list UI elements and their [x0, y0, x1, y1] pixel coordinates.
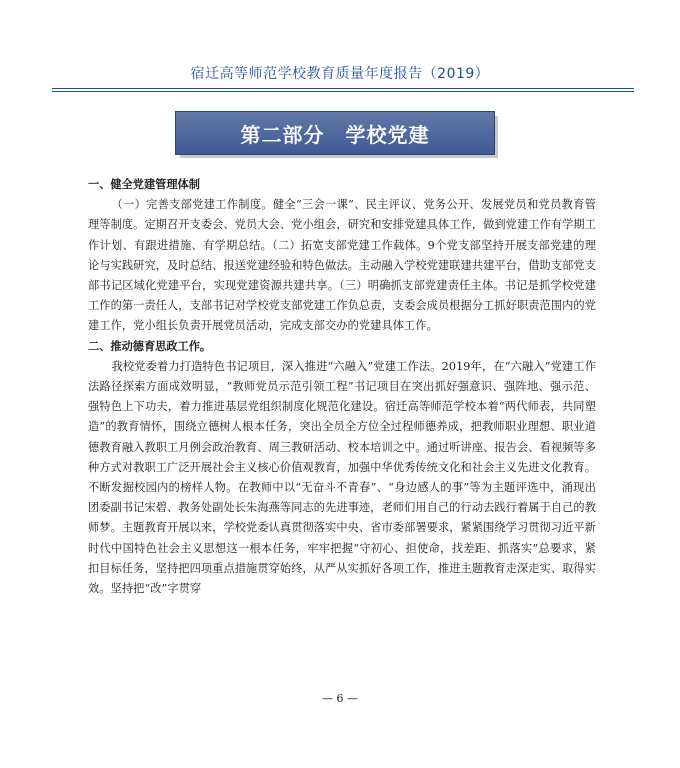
section-heading: 一、健全党建管理体制: [88, 178, 200, 191]
section-heading: 二、推动德育思政工作。: [88, 339, 212, 353]
section-moral-education: [88, 337, 596, 600]
section-banner: [175, 111, 495, 155]
header-rule: [52, 88, 634, 89]
section-paragraph: （一）完善支部党建工作制度。健全“三会一课”、民主评议、党务公开、发展党员和党员教育管理等制度。定期召开支委会、党员大会、党小组会，研究和安排党建具体工作，做到党建工作有学期工作计划、有跟进措施、有学期总结。（二）拓宽支部党建工作载体。9个党支部坚持开展支部党建的理论与实践研究，及时总结、报送党建经验和特色做法。主动融入学校党建联建共建平台，借助支部党支部书记区域化党建平台，实现党建资源共建共享。（三）明确抓支部党建责任主体。书记是抓学校党建工作的第一责任人，支部书记对学校党支部党建工作负总责，支委会成员根据分工抓好职责范围内的党建工作，党小组长负责开展党员活动，完成支部交办的党建具体工作。: [88, 198, 596, 333]
section-banner-title: 第二部分 学校党建: [240, 122, 430, 147]
section-paragraph: 我校党委着力打造特色书记项目，深入推进“六融入”党建工作法。2019年，在“六融入”党建工作法路径探索方面成效明显，“教师党员示范引领工程”书记项目在突出抓好强意识、强阵地、强示范、强特色上下功夫，着力推进基层党组织制度化规范化建设。宿迁高等师范学校本着“两代师表，共同塑造”的教育情怀，围绕立德树人根本任务，突出全员全方位全过程师德养成，把教师职业理想、职业道德教育融入教职工月例会政治教育、周三教研活动、校本培训之中。通过听讲座、报告会、看视频等多种方式对教职工广泛开展社会主义核心价值观教育，加强中华优秀传统文化和社会主义先进文化教育。不断发掘校园内的榜样人物。在教师中以“无奋斗不青春”、“身边感人的事”等为主题评选中，涌现出团委副书记宋碧、教务处副处长朱海燕等同志的先进事迹，老师们用自己的行动去践行着属于自己的教师梦。主题教育开展以来，学校党委认真贯彻落实中央、省市委部署要求，紧紧围绕学习贯彻习近平新时代中国特色社会主义思想这一根本任务，牢牢把握“守初心、担使命，找差距、抓落实”总要求，紧扣目标任务，坚持把四项重点措施贯穿始终，从严从实抓好各项工作，推进主题教育走深走实、取得实效。坚持把“改”字贯穿: [88, 359, 596, 596]
document-body: [88, 175, 596, 599]
section-party-management: [88, 175, 596, 337]
page-number: — 6 —: [322, 692, 358, 705]
report-header-title: 宿迁高等师范学校教育质量年度报告（2019）: [190, 66, 490, 82]
header-rule-secondary: [52, 91, 634, 92]
